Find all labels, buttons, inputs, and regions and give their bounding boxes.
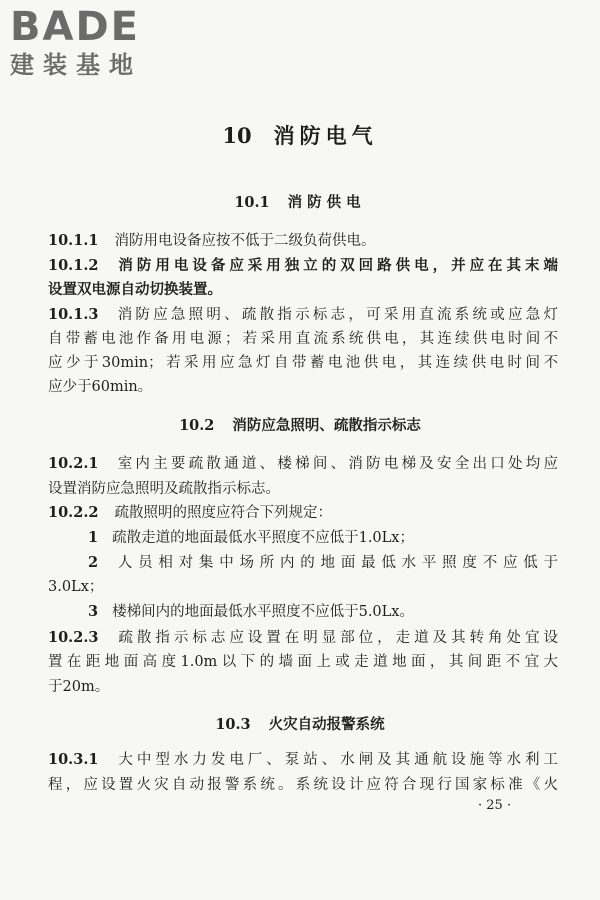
clause-10-2-3 (48, 626, 558, 647)
list-item-2-cont: 3.0Lx； (48, 579, 104, 595)
item-number: 2 (88, 554, 99, 571)
section-number: 10.2 (179, 417, 215, 434)
item-text: 楼梯间内的地面最低水平照度不应低于5.0Lx。 (112, 604, 414, 620)
clause-10-2-2 (48, 501, 558, 522)
item-number: 1 (88, 529, 99, 546)
section-heading-10-2 (0, 414, 600, 435)
clause-10-1-3-cont-2: 应少于30min；若采用应急灯自带蓄电池供电，其连续供电时间不 (48, 355, 558, 371)
clause-10-1-3-cont-3: 应少于60min。 (48, 379, 153, 395)
section-heading-10-1 (0, 191, 600, 212)
section-title: 消防应急照明、疏散指示标志 (232, 417, 421, 434)
item-text: 人员相对集中场所内的地面最低水平照度不应低于 (112, 555, 558, 571)
list-item-1 (88, 526, 414, 547)
item-text: 疏散走道的地面最低水平照度不应低于1.0Lx； (112, 530, 414, 546)
section-number: 10.3 (215, 716, 251, 733)
section-number: 10.1 (234, 194, 270, 211)
clause-10-1-1 (48, 229, 558, 250)
clause-10-1-3-cont-1: 自带蓄电池作备用电源；若采用直流系统供电，其连续供电时间不 (48, 331, 558, 347)
clause-10-1-2-cont: 设置双电源自动切换装置。 (48, 281, 222, 298)
chapter-number: 10 (222, 123, 252, 148)
clause-number: 10.2.3 (48, 629, 99, 646)
clause-number: 10.1.1 (48, 232, 99, 249)
clause-text: 疏散照明的照度应符合下列规定： (114, 505, 332, 521)
logo-subtitle: 建装基地 (10, 51, 142, 79)
clause-text: 消防用电设备应按不低于二级负荷供电。 (114, 233, 376, 249)
clause-10-3-1 (48, 748, 558, 769)
clause-10-3-1-cont: 程，应设置火灾自动报警系统。系统设计应符合现行国家标准《火 (48, 777, 558, 793)
logo-brand: BADE (10, 4, 140, 50)
clause-text: 消防应急照明、疏散指示标志，可采用直流系统或应急灯 (114, 307, 558, 323)
clause-10-2-3-cont-2: 于20m。 (48, 679, 110, 695)
clause-number: 10.1.3 (48, 306, 99, 323)
chapter-title: 消防电气 (273, 123, 378, 148)
clause-10-2-1-cont: 设置消防应急照明及疏散指示标志。 (48, 481, 280, 497)
clause-number: 10.2.2 (48, 504, 99, 521)
section-heading-10-3 (0, 713, 600, 734)
clause-10-1-2 (48, 254, 558, 275)
item-number: 3 (88, 603, 99, 620)
clause-text: 疏散指示标志应设置在明显部位，走道及其转角处宜设 (114, 630, 558, 646)
chapter-heading (0, 120, 600, 150)
clause-text: 消防用电设备应采用独立的双回路供电，并应在其末端 (114, 257, 558, 274)
clause-number: 10.3.1 (48, 751, 99, 768)
clause-text: 大中型水力发电厂、泵站、水闸及其通航设施等水利工 (114, 752, 558, 768)
clause-number: 10.1.2 (48, 257, 99, 274)
list-item-2 (88, 551, 558, 572)
clause-10-2-3-cont-1: 置在距地面高度1.0m以下的墙面上或走道地面，其间距不宜大 (48, 654, 558, 670)
clause-text: 室内主要疏散通道、楼梯间、消防电梯及安全出口处均应 (114, 456, 558, 472)
clause-10-1-3 (48, 303, 558, 324)
section-title: 消防供电 (287, 194, 366, 211)
clause-10-2-1 (48, 452, 558, 473)
list-item-3 (88, 600, 414, 621)
section-title: 火灾自动报警系统 (268, 716, 385, 733)
page-number: · 25 · (478, 798, 512, 813)
clause-number: 10.2.1 (48, 455, 99, 472)
logo (10, 6, 180, 80)
